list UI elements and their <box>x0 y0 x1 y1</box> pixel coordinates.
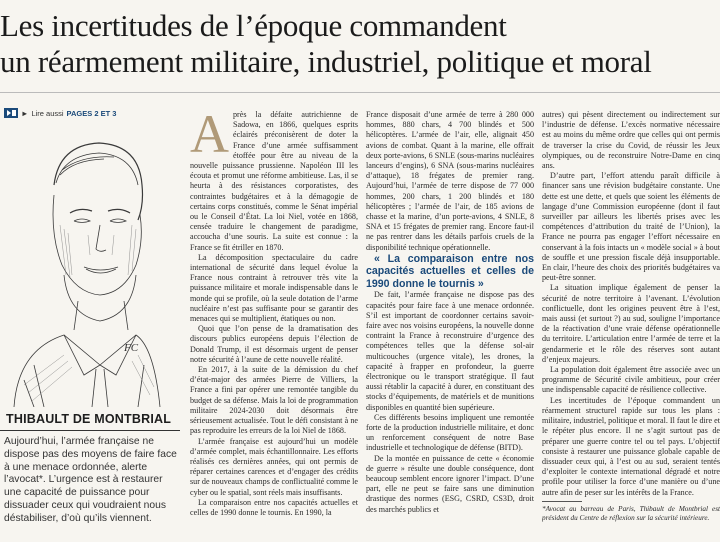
paragraph: près la défaite autrichienne de Sadowa, en 1866, quelques esprits éclairés préconisèrent de doter la France d’une armée suffisamment étoffée pour être au niveau de la nouvelle puissance prussienne. Napoléon III les écouta et promut une réforme ambitieuse. Las, il se heurta à des résistances corporatistes, des contraintes budgétaires et à la démagogie de certains corps constitués, comme le Sénat impérial ou le Conseil d’État. La loi Niel, votée en 1868, censée traduire le changement de paradigme, accoucha d’une souris. La suite est connue : la France se fit étriller en 1870. <box>190 110 358 252</box>
see-also-label: Lire aussi <box>31 108 64 118</box>
article-column-1 <box>190 110 358 542</box>
artist-signature: FC <box>124 342 139 354</box>
paragraph: La décomposition spectaculaire du cadre international de sécurité dans lequel évolue la France nous contraint à retrouver très vite la puissance militaire et morale indispensable dans le monde qui se profile, où la seule dotation de l’arme nucléaire n’est pas suffisante pour se garantir des menaces qui se multiplient, étatiques ou non. <box>190 252 358 324</box>
paragraph: La situation implique également de penser la sécurité de notre territoire à l’avenant. L’évolution conflictuelle, dont les origines peuvent être à l’est, mais aussi (et surtout ?) au sud, souligne l’importance de la réactivation d’une vraie défense opérationnelle du territoire. L’articulation entre l’armée de terre et la gendarmerie et le rôle des réserves sont autant d’enjeux majeurs. <box>542 283 720 364</box>
headline <box>0 8 720 80</box>
paragraph: autres) qui pèsent directement ou indirectement sur l’industrie de défense. L’excès normative nécessaire est au moins du même ordre que celles qui ont permis de traverser la crise du Covid, de réussir les Jeux olympiques, ou de reconstruire Notre-Dame en cinq ans. <box>542 110 720 171</box>
see-also-pages[interactable]: PAGES 2 ET 3 <box>66 108 117 118</box>
paragraph: La population doit également être associée avec un programme de Sécurité civile ambitieux, pour créer une indispensable capacité de résilience collective. <box>542 365 720 395</box>
article-column-2 <box>366 110 534 542</box>
header-divider <box>0 92 720 93</box>
paragraph: L’armée française est aujourd’hui un modèle d’armée complet, mais échantillonnaire. Les efforts réalisés ces dernières années, qui ont permis de réparer certaines carences et d’engager des crédits sur de nouveaux champs de conflictualité comme le cyber ou le spatial, sont réels mais insuffisants. <box>190 436 358 497</box>
paragraph: De fait, l’armée française ne dispose pas des capacités pour faire face à une menace ordonnée. S’il est important de coordonner certains savoir-faire avec nos voisins européens, la nouvelle donne contraint la France à reconstruire d’urgence des compétences telles que la défense sol-air multicouches (urgence vitale), les drones, la capacité à frapper en profondeur, la guerre électronique ou le transport stratégique. Il faut aussi rétablir la capacité à durer, en constituant des stocks d’équipements, de matériels et de munitions disponibles en quantité bien supérieure. <box>366 290 534 412</box>
figaro-logo-icon <box>4 108 18 118</box>
author-signoff: *Avocat au barreau de Paris, Thibault de Montbrial est président du Centre de réflexion sur la sécurité intérieure. <box>542 501 720 523</box>
author-name: THIBAULT DE MONTBRIAL <box>6 412 172 426</box>
paragraph: France disposait d’une armée de terre à 280 000 hommes, 880 chars, 4 700 blindés et 500 hélicoptères. L’armée de l’air, elle, alignait 450 avions de combat. Quant à la marine, elle offrait deux porte-avions, 6 SNLE (sous-marins nucléaires lanceurs d’engins), 6 SNA (sous-marins nucléaires d’attaque), 18 frégates de premier rang. Aujourd’hui, l’armée de terre dispose de 77 000 hommes, 200 chars, 1 200 blindés et 180 hélicoptères ; l’armée de l’air, de 185 avions de chasse et la marine, d’un porte-avions, 4 SNLE, 8 SNA et 15 frégates de premier rang. Encore faut-il ne pas rentrer dans les détails parfois cruels de la disponibilité technique opérationnelle. <box>366 110 534 252</box>
article-lede: Aujourd’hui, l’armée française ne dispose pas des moyens de faire face à une menace ordonnée, alerte l’avocat*. L’urgence est à restaurer une capacité de puissance pour dissuader ceux qui voudraient nous déstabiliser, d’où qu’ils viennent. <box>4 436 177 524</box>
headline-line-2: un réarmement militaire, industriel, politique et moral <box>0 44 652 79</box>
see-also-link[interactable] <box>4 108 116 118</box>
pull-quote: « La comparaison entre nos capacités actuelles et celles de 1990 donne le tournis » <box>366 252 534 290</box>
paragraph: En 2017, à la suite de la démission du chef d’état-major des armées Pierre de Villiers, la France a fini par opérer une remontée tangible du budget de sa défense. Mais la loi de programmation militaire 2024-2030 doit désormais être sérieusement actualisée. Tout le défi consistant à ne pas reproduire les erreurs de la loi Niel de 1868. <box>190 365 358 436</box>
paragraph: Ces différents besoins impliquent une remontée forte de la production industrielle militaire, et donc un renforcement conséquent de notre Base industrielle et technologique de défense (BITD). <box>366 412 534 453</box>
drop-cap: A <box>190 110 229 164</box>
paragraph: Quoi que l’on pense de la dramatisation des discours publics européens depuis l’élection de Donald Trump, il est désormais urgent de penser notre sécurité à l’aune de cette nouvelle réalité. <box>190 324 358 364</box>
see-also-arrow-icon: ► <box>21 108 29 118</box>
author-portrait <box>4 125 162 407</box>
paragraph: La comparaison entre nos capacités actuelles et celles de 1990 donne le tournis. En 1990, la <box>190 497 358 517</box>
author-divider <box>0 430 180 431</box>
article-column-3 <box>542 110 720 542</box>
paragraph: De la montée en puissance de cette « économie de guerre » résulte une double conséquence, dont beaucoup semblent encore ignorer l’impact. D’une part, elle ne peut se faire sans une diminution drastique des normes (ESG, CSRD, CS3D, droit des marchés publics et <box>366 453 534 514</box>
headline-line-1: Les incertitudes de l’époque commandent <box>0 8 507 43</box>
paragraph: D’autre part, l’effort attendu paraît difficile à financer sans une révision budgétaire constante. Une dette est une dette, et quels que soient les éléments de langage d’une Commission européenne (dont il faut surveiller par ailleurs les libertés prises avec les compétences d’attribution du traité de l’Union), la France ne pourra pas engager l’effort nécessaire en conservant à la fois intacts un « modèle social » à bout de souffle et une pression fiscale déjà insupportable. En clair, l’heure des choix des priorités budgétaires va peut-être sonner. <box>542 171 720 283</box>
paragraph: Les incertitudes de l’époque commandent un réarmement structurel rapide sur tous les plans : militaire, industriel, politique et moral. Il faut le dire et le répéter plus encore. Il ne s’agit surtout pas de préparer une guerre contre tel ou tel pays. L’objectif consiste à restaurer une puissance globale capable de dissuader ceux qui, à l’est ou au sud, seraient tentés d’exploiter le contexte international dégradé et notre profile pour utiliser la force d’une manière ou d’une autre afin de peser sur les intérêts de la France. <box>542 395 720 497</box>
